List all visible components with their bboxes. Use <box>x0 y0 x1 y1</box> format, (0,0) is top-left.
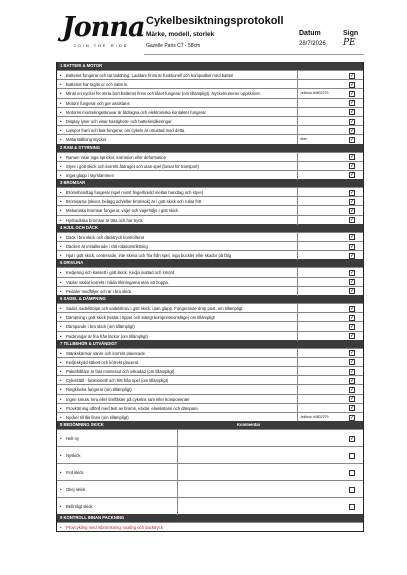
checkbox-checked[interactable]: ✓ <box>350 217 355 224</box>
checklist-item-text: Cykelställ - funktionellt och fritt från spel (om tillämpligt) <box>66 378 169 384</box>
bullet-icon: • <box>60 270 62 276</box>
checklist-row <box>57 394 363 403</box>
bullet-icon: • <box>60 436 62 442</box>
checklist-row <box>57 384 363 393</box>
bullet-icon: • <box>60 244 62 249</box>
header-divider <box>144 54 364 55</box>
checkbox-checked[interactable]: ✓ <box>350 234 355 241</box>
checkbox-checked[interactable]: ✓ <box>350 435 355 442</box>
checkbox-checked[interactable]: ✓ <box>350 81 355 88</box>
bike-model-value: Gazelle Paris C7 - 58cm <box>146 43 201 49</box>
checkbox-checked[interactable]: ✓ <box>350 350 355 357</box>
section-header: 6 SADEL & DÄMPNING <box>57 295 363 303</box>
checklist-row <box>57 196 363 205</box>
checklist-item-text: Bromsarna (skivor, belägg och/eller bromsok) är i gott skick och rullar fritt <box>66 199 202 205</box>
checklist-row <box>57 366 363 375</box>
checkbox-checked[interactable]: ✓ <box>350 405 355 412</box>
checkbox-checked[interactable]: ✓ <box>350 90 355 97</box>
checkbox-checked[interactable]: ✓ <box>350 333 355 340</box>
checkbox-empty[interactable] <box>349 470 355 476</box>
grade-option-row <box>57 446 363 463</box>
checkbox-checked[interactable]: ✓ <box>350 243 355 250</box>
bullet-icon: • <box>60 350 62 356</box>
checklist-item-text: Styre i gott skick och korrekt åtdraget och utan spel (besat för transport) <box>66 163 199 169</box>
section-header: 3 BROMSAR <box>57 179 363 187</box>
checkbox-checked[interactable]: ✓ <box>350 100 355 107</box>
checklist-item-text: Packningar är fria från läckor (om tillämpligt) <box>66 333 148 339</box>
note-field[interactable] <box>297 251 343 260</box>
checkbox-empty[interactable] <box>349 487 355 493</box>
checklist-item-text: Dämpande i bra skick (om tillämpligt) <box>66 324 135 330</box>
checklist-item-text: Ringklocka fungerar (om tillämpligt) <box>66 387 132 393</box>
grade-option-row <box>57 463 363 480</box>
checklist-row <box>57 331 363 340</box>
checklist-row <box>57 232 363 241</box>
checkbox-checked[interactable]: ✓ <box>350 368 355 375</box>
grade-option-row <box>57 429 363 446</box>
checkbox-checked[interactable]: ✓ <box>350 208 355 215</box>
checkbox-checked[interactable]: ✓ <box>350 109 355 116</box>
bullet-icon: • <box>60 279 62 285</box>
checklist-item-text: Inget glapp i styrstammen <box>66 172 114 178</box>
checklist-item-text: Kedjeskydd säkert och korrekt placerat <box>66 359 139 365</box>
checkbox-checked[interactable]: ✓ <box>350 387 355 394</box>
checklist-row <box>57 241 363 250</box>
bullet-icon: • <box>60 470 62 476</box>
grade-option-label: Helt ny <box>66 436 80 442</box>
note-field[interactable] <box>297 216 343 225</box>
grade-title: 8 BEDÖMNING SKICK <box>60 422 104 428</box>
checklist-row <box>57 267 363 276</box>
checklist-item-text: Stänkskärmar sänre och korrekt placerade <box>66 350 145 356</box>
checkbox-checked[interactable]: ✓ <box>350 323 355 330</box>
bullet-icon: • <box>60 154 62 160</box>
checklist-item-text: Ramen visar inga sprickor, korrosion eller deformation <box>66 154 167 160</box>
note-field[interactable]: Jet/lock #4602279 <box>297 413 343 422</box>
checklist-row <box>57 79 363 88</box>
checkbox-checked[interactable]: ✓ <box>350 118 355 125</box>
bullet-icon: • <box>60 109 62 115</box>
checklist-item-text: Dämpning i gott skick (testat i öppet och stängt kompressionsläge) om tillämpligt <box>66 315 215 321</box>
checkbox-checked[interactable]: ✓ <box>350 279 355 286</box>
checkbox-checked[interactable]: ✓ <box>350 314 355 321</box>
checkbox-checked[interactable]: ✓ <box>350 163 355 170</box>
note-field[interactable] <box>297 171 343 180</box>
bullet-icon: • <box>60 525 62 531</box>
checkbox-checked[interactable]: ✓ <box>350 288 355 295</box>
checkbox-checked[interactable]: ✓ <box>350 359 355 366</box>
checkbox-checked[interactable]: ✓ <box>350 269 355 276</box>
bullet-icon: • <box>60 199 62 205</box>
checklist-item-text: Batteriet fungerar och tar laddning. Laddare finns är funktionell och kompatibel med batteri <box>66 73 234 78</box>
comment-field[interactable] <box>177 481 343 498</box>
checklist-item-text: Mekaniska bromsar fungerar, vajer och vajerhölje i gott skick <box>66 208 179 214</box>
section-header: 2 RAM & STYRNING <box>57 144 363 152</box>
bullet-icon: • <box>60 405 62 411</box>
checkbox-checked[interactable]: ✓ <box>350 414 355 421</box>
checklist-table <box>56 62 364 532</box>
checklist-row <box>57 187 363 196</box>
checkbox-checked[interactable]: ✓ <box>350 252 355 259</box>
checklist-row <box>57 286 363 295</box>
bullet-icon: • <box>60 387 62 393</box>
checklist-row <box>57 161 363 170</box>
comment-field[interactable] <box>177 430 343 447</box>
checklist-item-text: Motorn fungerar och ger assistans <box>66 100 130 106</box>
bullet-icon: • <box>60 333 62 339</box>
bullet-icon: • <box>60 234 62 240</box>
checklist-item-text: Hjul i gott skick, centrerade, inte skeva och fria från spel, inga buckler eller skador på fälg <box>66 253 232 259</box>
checklist-row <box>57 170 363 179</box>
checklist-row <box>57 303 363 312</box>
bullet-icon: • <box>60 288 62 294</box>
bullet-icon: • <box>60 91 62 97</box>
note-field[interactable] <box>297 332 343 341</box>
bullet-icon: • <box>60 504 62 510</box>
bullet-icon: • <box>60 163 62 169</box>
bullet-icon: • <box>60 396 62 402</box>
checklist-row <box>57 215 363 224</box>
checklist-item-text: Mätarställning stycket <box>66 137 107 143</box>
grade-option-label: Fint skick <box>66 470 84 476</box>
checkbox-empty[interactable] <box>349 504 355 510</box>
checkbox-checked[interactable]: ✓ <box>350 189 355 196</box>
document-title: Cykelbesiktningsprotokoll <box>146 15 284 27</box>
checklist-row <box>57 88 363 97</box>
bullet-icon: • <box>60 217 62 223</box>
checklist-item-text: Kedjering och kassett i gott skick. Kedja inattad och smord <box>66 270 175 276</box>
checklist-item-text: Bromshandtag fungerar (spel minst fingerbredd mellan handtag och styre) <box>66 190 204 196</box>
checklist-item-text: Motorns monteringsskruvar är åtdragna och elektroniska kontakter fungerar <box>66 109 206 115</box>
checklist-row <box>57 125 363 134</box>
checklist-row <box>57 98 363 107</box>
note-field[interactable] <box>297 287 343 296</box>
logo-wordmark: Jonna <box>62 12 145 43</box>
checklist-item-text: Lampor fram och bak fungerar, om cykeln är utrustad med detta. <box>66 128 186 134</box>
section-header-grade <box>57 421 363 429</box>
section-header: 1 BATTERI & MOTOR <box>57 62 363 70</box>
bullet-icon: • <box>60 253 62 259</box>
checkbox-empty[interactable] <box>349 453 355 459</box>
checklist-row <box>57 152 363 161</box>
grade-option-label: Nyskick <box>66 453 81 459</box>
bullet-icon: • <box>60 73 62 78</box>
checklist-row <box>57 134 363 143</box>
logo-tagline: JOIN THE RIDE <box>73 43 129 48</box>
section-header: 5 DRIVLINA <box>57 259 363 267</box>
bullet-icon: • <box>60 453 62 459</box>
date-label: Datum <box>299 30 321 37</box>
checkbox-checked[interactable]: ✓ <box>350 136 355 143</box>
checkbox-checked[interactable]: ✓ <box>350 172 355 179</box>
signature: PE <box>343 38 356 48</box>
bike-field-label: Märke, modell, storlek <box>146 31 215 38</box>
comment-field[interactable] <box>177 464 343 481</box>
checklist-row <box>57 357 363 366</box>
bullet-icon: • <box>60 100 62 106</box>
checklist-item-text: Provcykling med inbromsning, vaxling och dacktryck <box>66 525 163 531</box>
bullet-icon: • <box>60 118 62 124</box>
grade-option-label: Okej skick <box>66 487 86 493</box>
checkbox-checked[interactable]: ✓ <box>350 72 355 79</box>
section-header: 7 TILLBEHÖR & UTVÄNDIGT <box>57 340 363 348</box>
checklist-item-text: Växlar växlar korrekt i båda riktningarna utan att hoppa. <box>66 279 169 285</box>
checklist-row <box>57 412 363 421</box>
checklist-item-text: Batteriet har tagits ur och satts in. <box>66 82 129 88</box>
checklist-item-text: Däcken är installerade i rätt rotationsriktning <box>66 244 148 249</box>
checkbox-checked[interactable]: ✓ <box>350 127 355 134</box>
grade-option-row <box>57 497 363 514</box>
bullet-icon: • <box>60 487 62 493</box>
bullet-icon: • <box>60 172 62 178</box>
grade-option-row <box>57 480 363 497</box>
section-header: 4 HJUL OCH DÄCK <box>57 224 363 232</box>
checklist-row <box>57 403 363 412</box>
bullet-icon: • <box>60 378 62 384</box>
bullet-icon: • <box>60 305 62 311</box>
note-field[interactable]: Jet/lock #4602279 <box>297 89 343 98</box>
bullet-icon: • <box>60 324 62 330</box>
bullet-icon: • <box>60 82 62 88</box>
checkbox-checked[interactable]: ✓ <box>350 198 355 205</box>
checklist-row <box>57 312 363 321</box>
bullet-icon: • <box>60 415 62 420</box>
checklist-row <box>57 375 363 384</box>
checklist-row <box>57 205 363 214</box>
checklist-row <box>57 522 363 531</box>
checklist-item-text: Sadel, sadelstolpe och sadelskruv i gott skick, utan glapp. Fungerande drop post, om tillämpligt. <box>66 305 244 311</box>
checklist-row <box>57 348 363 357</box>
checklist-item-text: Däck i bra skick och däcktryck kontrollerat <box>66 234 144 240</box>
checklist-item-text: Display lyser och visar hastighets- och batteriindikeringar <box>66 118 172 124</box>
bullet-icon: • <box>60 359 62 365</box>
bullet-icon: • <box>60 137 62 143</box>
checklist-item-text: Hydrauliska bromsar är täta och har tryck <box>66 217 143 223</box>
checklist-row <box>57 116 363 125</box>
bullet-icon: • <box>60 190 62 196</box>
jonna-logo <box>62 12 145 50</box>
checklist-item-text: Nyckel till lås finns (om tillämpligt) <box>66 415 129 420</box>
grade-option-label: Befintligt skick <box>66 504 93 510</box>
checkbox-checked[interactable]: ✓ <box>350 154 355 161</box>
comment-field[interactable] <box>177 447 343 464</box>
checklist-row <box>57 107 363 116</box>
checklist-row <box>57 70 363 79</box>
checklist-item-text: Provkörning utförd med test av broms, växlar, elassistans och dämpare. <box>66 405 199 411</box>
date-value: 28/7/2026 <box>299 41 326 47</box>
checklist-item-text: Ingen smuts, lera eller tim/fäster på cykelns ram eller komponenter <box>66 396 190 402</box>
checkbox-checked[interactable]: ✓ <box>350 396 355 403</box>
sign-label: Sign <box>343 30 359 37</box>
bullet-icon: • <box>60 208 62 214</box>
checklist-item-text: Pedaler medföljer och är i bra skick <box>66 288 132 294</box>
checklist-item-text: Pakethållare är fast monterad och oskadad (om tillämpligt) <box>66 369 175 375</box>
checkbox-checked[interactable]: ✓ <box>350 305 355 312</box>
bullet-icon: • <box>60 369 62 375</box>
bullet-icon: • <box>60 315 62 321</box>
note-field[interactable]: dkm <box>297 135 343 144</box>
comment-label: Kommentar <box>237 422 261 428</box>
checkbox-checked[interactable]: ✓ <box>350 377 355 384</box>
comment-field[interactable] <box>177 498 343 515</box>
checklist-row <box>57 321 363 330</box>
bullet-icon: • <box>60 128 62 134</box>
checklist-row <box>57 277 363 286</box>
section-header: 9 KONTROLL INNAN PACKNING <box>57 514 363 522</box>
checklist-item-text: Minst en nyckel för att ta bort batteriet finns och låset fungerar (om tillämpligt). Nyckelnummer uppskrivet. <box>66 91 261 97</box>
checklist-row <box>57 250 363 259</box>
